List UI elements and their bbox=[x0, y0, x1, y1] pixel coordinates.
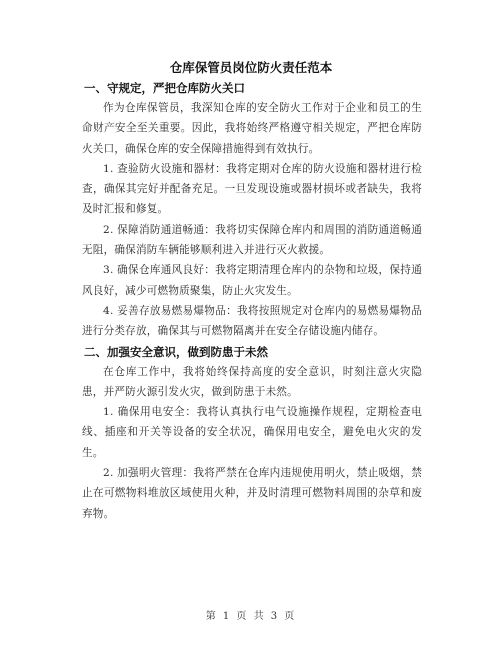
paragraph: 3. 确保仓库通风良好：我将定期清理仓库内的杂物和垃圾，保持通风良好，减少可燃物质聚集，防止火灾发生。 bbox=[82, 264, 422, 297]
section-2 bbox=[82, 342, 422, 524]
section-heading: 一、守规定，严把仓库防火关口 bbox=[84, 81, 245, 95]
paragraph: 1. 查验防火设施和器材：我将定期对仓库的防火设施和器材进行检查，确保其完好并配备充足。一旦发现设施或器材损坏或者缺失，我将及时汇报和修复。 bbox=[82, 162, 422, 216]
paragraph: 作为仓库保管员，我深知仓库的安全防火工作对于企业和员工的生命财产安全至关重要。因此，我将始终严格遵守相关规定，严把仓库防火关口，确保仓库的安全保障措施得到有效执行。 bbox=[82, 102, 422, 155]
paragraph: 1. 确保用电安全：我将认真执行电气设施操作规程，定期检查电线、插座和开关等设备的安全状况，确保用电安全，避免电火灾的发生。 bbox=[82, 406, 422, 459]
paragraph: 4. 妥善存放易燃易爆物品：我将按照规定对仓库内的易燃易爆物品进行分类存放，确保其与可燃物隔离并在安全存储设施内储存。 bbox=[82, 304, 422, 338]
paragraph: 在仓库工作中，我将始终保持高度的安全意识，时刻注意火灾隐患，并严防火源引发火灾，做到防患于未然。 bbox=[82, 365, 422, 398]
section-1 bbox=[82, 78, 422, 342]
section-heading: 二、加强安全意识，做到防患于未然 bbox=[84, 344, 268, 359]
page-number-footer: 第 1 页 共 3 页 bbox=[205, 611, 297, 622]
document-title: 仓库保管员岗位防火责任范本 bbox=[169, 60, 333, 75]
document-body bbox=[82, 78, 422, 524]
paragraph: 2. 保障消防通道畅通：我将切实保障仓库内和周围的消防通道畅通无阻，确保消防车辆能够顺利进入并进行灭火救援。 bbox=[82, 223, 422, 257]
paragraph: 2. 加强明火管理：我将严禁在仓库内违规使用明火，禁止吸烟，禁止在可燃物料堆放区域使用火种，并及时清理可燃物料周围的杂草和废弃物。 bbox=[82, 467, 422, 520]
